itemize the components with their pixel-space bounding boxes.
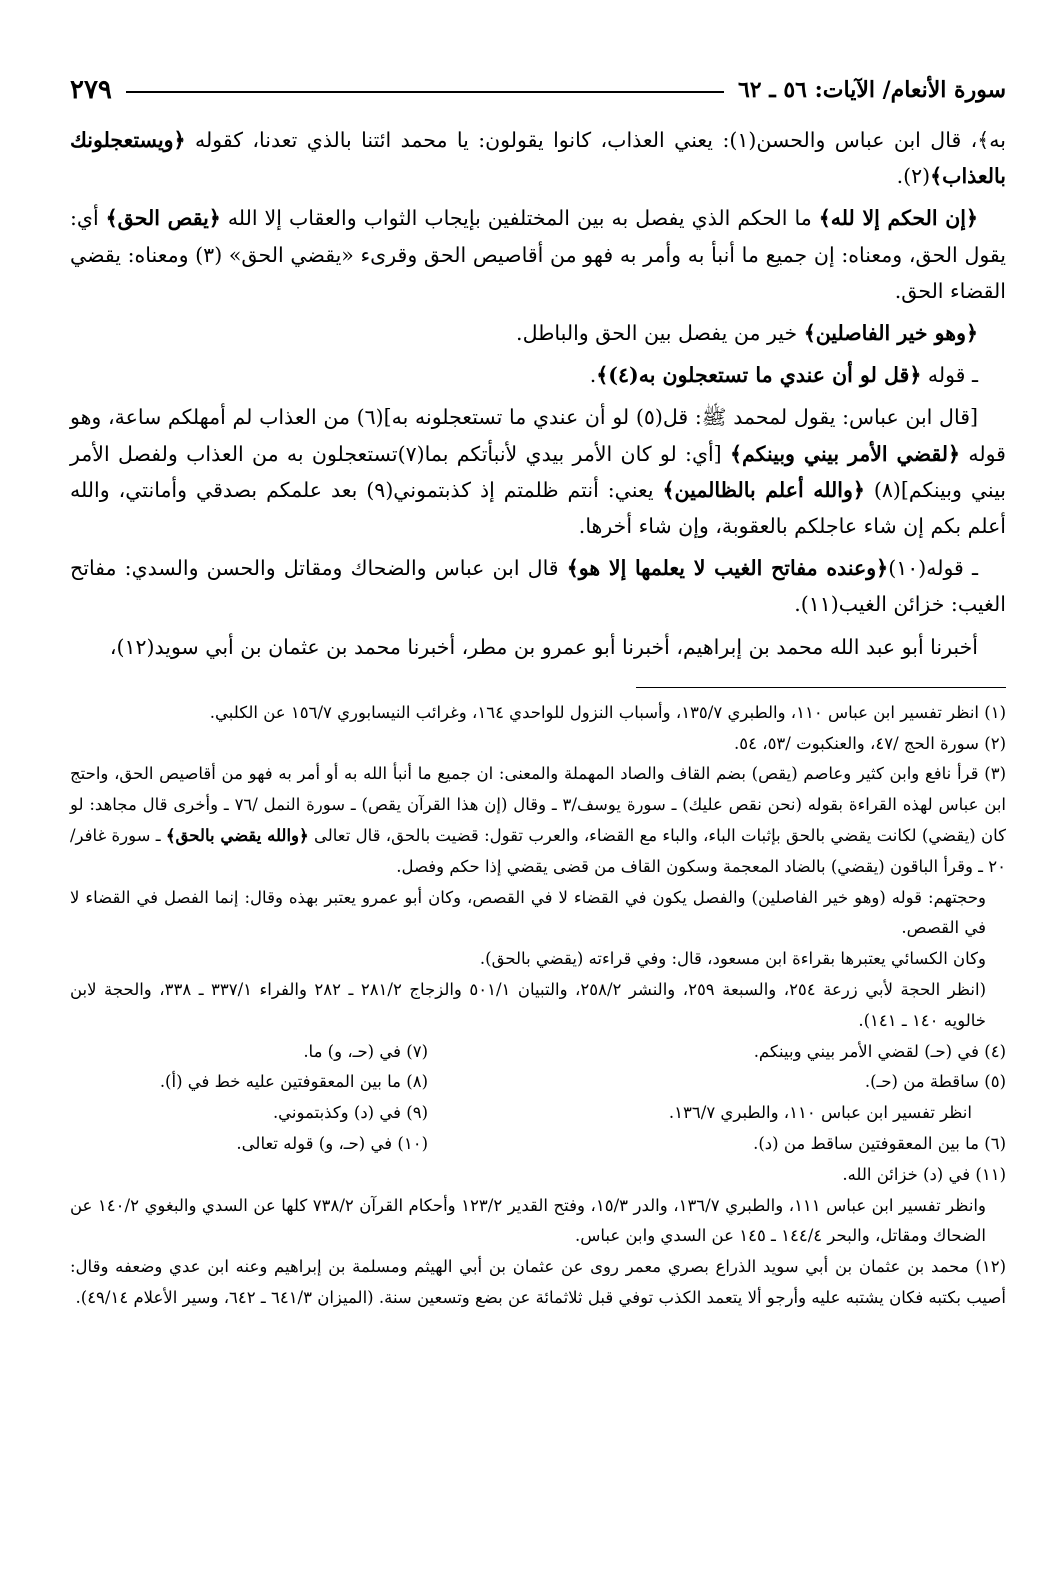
running-header [70,70,1006,110]
footnotes-left-column [70,1037,538,1160]
footnote: (٤) في (حـ) لقضي الأمر بيني وبينكم. [753,1041,1006,1061]
footnote: (٦) ما بين المعقوفتين ساقط من (د). [753,1134,1006,1153]
main-text [70,122,1006,665]
footnote: وانظر تفسير ابن عباس ١١١، والطبري ١٣٦/٧، والدر ١٥/٣، وفتح القدير ١٢٣/٢ وأحكام القرآن ٧٣٨/٢ كلها عن السدي والبغوي ١٤٠/٢ عن الضحاك ومقاتل، والبحر ١٤٤/٤ ـ ١٤٥ عن السدي وابن عباس. [70,1195,986,1246]
page-number: ٢٧٩ [70,75,112,105]
header-rule [126,91,724,93]
footnote: (٩) في (د) وكذبتموني. [272,1103,428,1123]
footnote: (٧) في (حـ، و) ما. [303,1041,428,1061]
paragraph: [قال ابن عباس: يقول لمحمد ﷺ: قل(٥) لو أن عندي ما تستعجلونه به](٦) من العذاب لم أمهلكم ساعة، وهو قوله ﴿لقضي الأمر بيني وبينكم﴾ [أي: لو كان الأمر بيدي لأنبأتكم بما(٧)تستعجلون به من العذاب ولفصل الأمر بيني وبينكم](٨) ﴿والله أعلم بالظالمين﴾ يعني: أنتم ظلمتم إذ كذبتموني(٩) بعد علمكم بصدقي وأمانتي، والله أعلم بكم إن شاء عاجلكم بالعقوبة، وإن شاء أخرها. [70,405,1006,539]
footnote: وحجتهم: قوله (وهو خير الفاصلين) والفصل يكون في القضاء لا في القصص، وكان أبو عمرو يعتبر بهذه وقال: إنما الفصل في القضاء لا في القصص. [70,887,986,938]
footnote: (٣) قرأ نافع وابن كثير وعاصم (يقص) بضم القاف والصاد المهملة والمعنى: ان جميع ما أنبأ الله به أو أمر به فهو من أقاصيص الحق، واحتج ابن عباس لهذه القراءة بقوله (نحن نقص عليك) ـ سورة يوسف/٣ ـ وقال (إن هذا القرآن يقص) ـ سورة النمل /٧٦ ـ وأخرى قال مجاهد: لو كان (يقضي) لكانت يقضي بالحق بإثبات الباء، والباء مع القضاء، والعرب تقول: قضيت بالحق، قال تعالى ﴿والله يقضي بالحق﴾ ـ سورة غافر/٢٠ ـ وقرأ الباقون (يقضي) بالضاد المعجمة وسكون القاف من قضى يقضي إذا حكم وفصل. [70,764,1006,876]
footnotes-right-column [538,1037,1006,1160]
footnote: (١٠) في (حـ، و) قوله تعالى. [236,1134,428,1153]
paragraph: به﴾، قال ابن عباس والحسن(١): يعني العذاب، كانوا يقولون: يا محمد ائتنا بالذي تعدنا، كقوله ﴿ويستعجلونك بالعذاب﴾(٢). [70,128,1006,189]
footnote: (١١) في (د) خزائن الله. [842,1164,1006,1184]
paragraph: ﴿وهو خير الفاصلين﴾ خير من يفصل بين الحق والباطل. [516,321,978,346]
footnotes [70,698,1006,1314]
footnote: انظر تفسير ابن عباس ١١٠، والطبري ١٣٦/٧. [668,1103,972,1123]
footnote: (١) انظر تفسير ابن عباس ١١٠، والطبري ١٣٥/٧، وأسباب النزول للواحدي ١٦٤، وغرائب النيسابوري ١٥٦/٧ عن الكلبي. [209,702,1006,722]
paragraph: ـ قوله ﴿قل لو أن عندي ما تستعجلون به(٤)﴾. [589,363,978,388]
paragraph: ﴿إن الحكم إلا لله﴾ ما الحكم الذي يفصل به بين المختلفين بإيجاب الثواب والعقاب إلا الله ﴿يقص الحق﴾ أي: يقول الحق، ومعناه: إن جميع ما أنبأ به وأمر به فهو من أقاصيص الحق وقرىء «يقضي الحق» (٣) ومعناه: يقضي القضاء الحق. [70,206,1007,303]
footnote: وكان الكسائي يعتبرها بقراءة ابن مسعود، قال: وفي قراءته (يقضي بالحق). [479,949,986,969]
footnote: (انظر الحجة لأبي زرعة ٢٥٤، والسبعة ٢٥٩، والنشر ٢٥٨/٢، والتبيان ٥٠١/١ والزجاج ٢٨١/٢ ـ ٢٨٢ والفراء ٣٣٧/١ ـ ٣٣٨، والحجة لابن خالويه ١٤٠ ـ ١٤١). [70,980,987,1030]
surah-title: سورة الأنعام/ الآيات: ٥٦ ـ ٦٢ [737,77,1006,103]
footnote: (١٢) محمد بن عثمان بن أبي سويد الذراع بصري معمر روى عن عثمان بن أبي الهيثم ومسلمة بن إبراهيم وعنه ابن عدي وضعفه وقال: أصيب بكتبه فكان يشتبه عليه وأرجو ألا يتعمد الكذب توفي قبل ثلاثمائة عن بضع وتسعين سنة. (الميزان ٦٤١/٣ ـ ٦٤٢، وسير الأعلام ٤٩/١٤). [70,1257,1006,1307]
book-page [70,70,1006,1314]
paragraph: ـ قوله(١٠)﴿وعنده مفاتح الغيب لا يعلمها إلا هو﴾ قال ابن عباس والضحاك ومقاتل والحسن والسدي: مفاتح الغيب: خزائن الغيب(١١). [70,556,1006,617]
footnote: (٥) ساقطة من (حـ). [864,1072,1006,1092]
footnotes-top [70,698,1006,1037]
footnotes-bottom [70,1160,1006,1314]
footnote-separator [636,687,1006,688]
footnote: (٨) ما بين المعقوفتين عليه خط في (أ). [159,1072,428,1092]
paragraph: أخبرنا أبو عبد الله محمد بن إبراهيم، أخبرنا أبو عمرو بن مطر، أخبرنا محمد بن عثمان بن أبي سويد(١٢)، [109,634,978,659]
footnote: (٢) سورة الحج /٤٧، والعنكبوت /٥٣، ٥٤. [734,733,1006,753]
footnotes-two-columns [70,1037,1006,1160]
